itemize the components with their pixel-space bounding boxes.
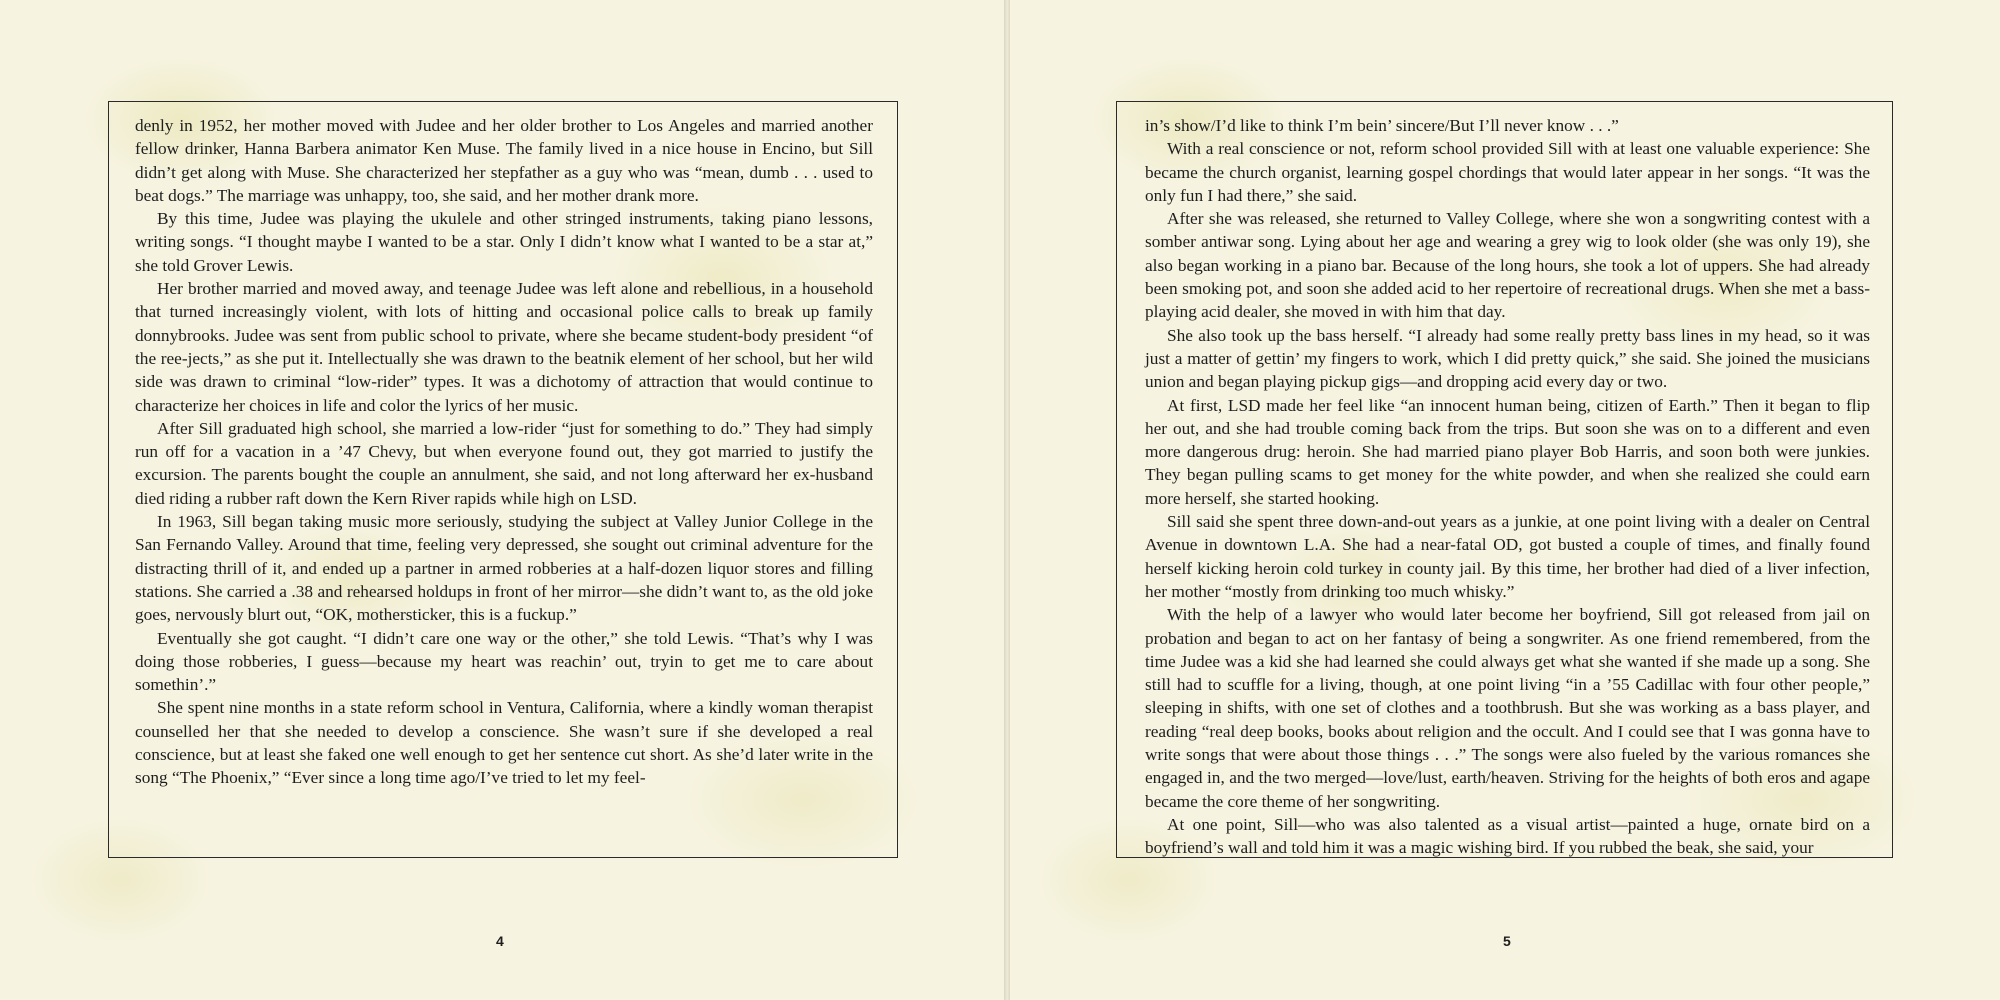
left-text-frame <box>108 101 898 858</box>
right-paragraph-2: With a real conscience or not, reform school provided Sill with at least one valuable experience: She became the church organist, learning gospel chordings that would later appear in her songs. “It was the only fun I had there,” she said. <box>1145 139 1870 205</box>
right-paragraph-1: in’s show/I’d like to think I’m bein’ sincere/But I’ll never know . . .” <box>1145 116 1619 135</box>
right-paragraph-6: Sill said she spent three down-and-out years as a junkie, at one point living with a dealer on Central Avenue in downtown L.A. She had a near-fatal OD, got busted a couple of times, and finally found herself kicking heroin cold turkey in county jail. By this time, her brother had died of a liver infection, her mother “mostly from drinking too much whisky.” <box>1145 512 1870 601</box>
right-text-frame <box>1116 101 1893 858</box>
right-paragraph-7: With the help of a lawyer who would later become her boyfriend, Sill got released from jail on probation and began to act on her fantasy of being a songwriter. As one friend remembered, from the time Judee was a kid she had learned she could always get what she wanted if she made up a song. She still had to scuffle for a living, though, at one point living “in a ’55 Cadillac with four other people,” sleeping in shifts, with one set of clothes and a toothbrush. But she was working as a bass player, and reading “real deep books, books about religion and the occult. And I could see that I was gonna have to write songs that were about those things . . .” The songs were also fueled by the various romances she engaged in, and the two merged—love/lust, earth/heaven. Striving for the heights of both eros and agape became the core theme of her songwriting. <box>1145 605 1870 811</box>
left-paragraph-5: In 1963, Sill began taking music more seriously, studying the subject at Valley Junior College in the San Fernando Valley. Around that time, feeling very depressed, she sought out criminal adventure for the distracting thrill of it, and ended up a partner in armed robberies at a half-dozen liquor stores and filling stations. She carried a .38 and rehearsed holdups in front of her mirror—she didn’t want to, as the old joke goes, nervously blurt out, “OK, mothersticker, this is a fuckup.” <box>135 512 873 625</box>
left-paragraph-2: By this time, Judee was playing the ukulele and other stringed instruments, taking piano lessons, writing songs. “I thought maybe I wanted to be a star. Only I didn’t know what I wanted to be a star at,” she told Grover Lewis. <box>135 209 873 275</box>
right-paragraph-4: She also took up the bass herself. “I already had some really pretty bass lines in my head, so it was just a matter of gettin’ my fingers to work, which I did pretty quick,” she said. She joined the musicians union and began playing pickup gigs—and dropping acid every day or two. <box>1145 325 1870 392</box>
right-paragraph-5: At first, LSD made her feel like “an innocent human being, citizen of Earth.” Then it began to flip her out, and she had trouble coming back from the trips. But soon she was on to a different and even more dangerous drug: heroin. She had married piano player Bob Harris, and soon both were junkies. They began pulling scams to get money for the white powder, and when she realized she could earn more herself, she started hooking. <box>1145 395 1870 508</box>
left-paragraph-1: denly in 1952, her mother moved with Judee and her older brother to Los Angeles and married another fellow drinker, Hanna Barbera animator Ken Muse. The family lived in a nice house in Encino, but Sill didn’t get along with Muse. She characterized her stepfather as a guy who was “mean, dumb . . . used to beat dogs.” The marriage was unhappy, too, she said, and her mother drank more. <box>135 116 873 205</box>
right-paragraph-3: After she was released, she returned to Valley College, where she won a songwriting contest with a somber antiwar song. Lying about her age and wearing a grey wig to look older (she was only 19), she also began working in a piano bar. Because of the long hours, she took a lot of uppers. She had already been smoking pot, and soon she added acid to her repertoire of recreational drugs. When she met a bass-playing acid dealer, she moved in with him that day. <box>1145 209 1870 322</box>
right-page-number: 5 <box>1503 933 1511 949</box>
right-page <box>1010 0 2000 1000</box>
left-paragraph-3: Her brother married and moved away, and teenage Judee was left alone and rebellious, in a household that turned increasingly violent, with lots of hitting and occasional police calls to break up family donnybrooks. Judee was sent from public school to private, where she became student-body president “of the ree-jects,” as she put it. Intellectually she was drawn to the beatnik element of her school, but her wild side was drawn to criminal “low-rider” types. It was a dichotomy of attraction that would continue to characterize her choices in life and color the lyrics of her music. <box>135 279 873 415</box>
right-paragraph-8: At one point, Sill—who was also talented as a visual artist—painted a huge, ornate bird on a boyfriend’s wall and told him it was a magic wishing bird. If you rubbed the beak, she said, your <box>1145 814 1870 858</box>
left-paragraph-4: After Sill graduated high school, she married a low-rider “just for something to do.” They had simply run off for a vacation in a ’47 Chevy, but when everyone found out, they got married to justify the excursion. The parents bought the couple an annulment, she said, and not long afterward her ex-husband died riding a rubber raft down the Kern River rapids while high on LSD. <box>135 418 873 508</box>
left-paragraph-6: Eventually she got caught. “I didn’t care one way or the other,” she told Lewis. “That’s why I was doing those robberies, I guess—because my heart was reachin’ out, tryin to get me to care about somethin’.” <box>135 628 873 695</box>
left-page-number: 4 <box>496 933 504 949</box>
left-paragraph-7: She spent nine months in a state reform school in Ventura, California, where a kindly woman therapist counselled her that she needed to develop a conscience. She wasn’t sure if she developed a real conscience, but at least she faked one well enough to get her sentence cut short. As she’d later write in the song “The Phoenix,” “Ever since a long time ago/I’ve tried to let my feel- <box>135 698 873 788</box>
